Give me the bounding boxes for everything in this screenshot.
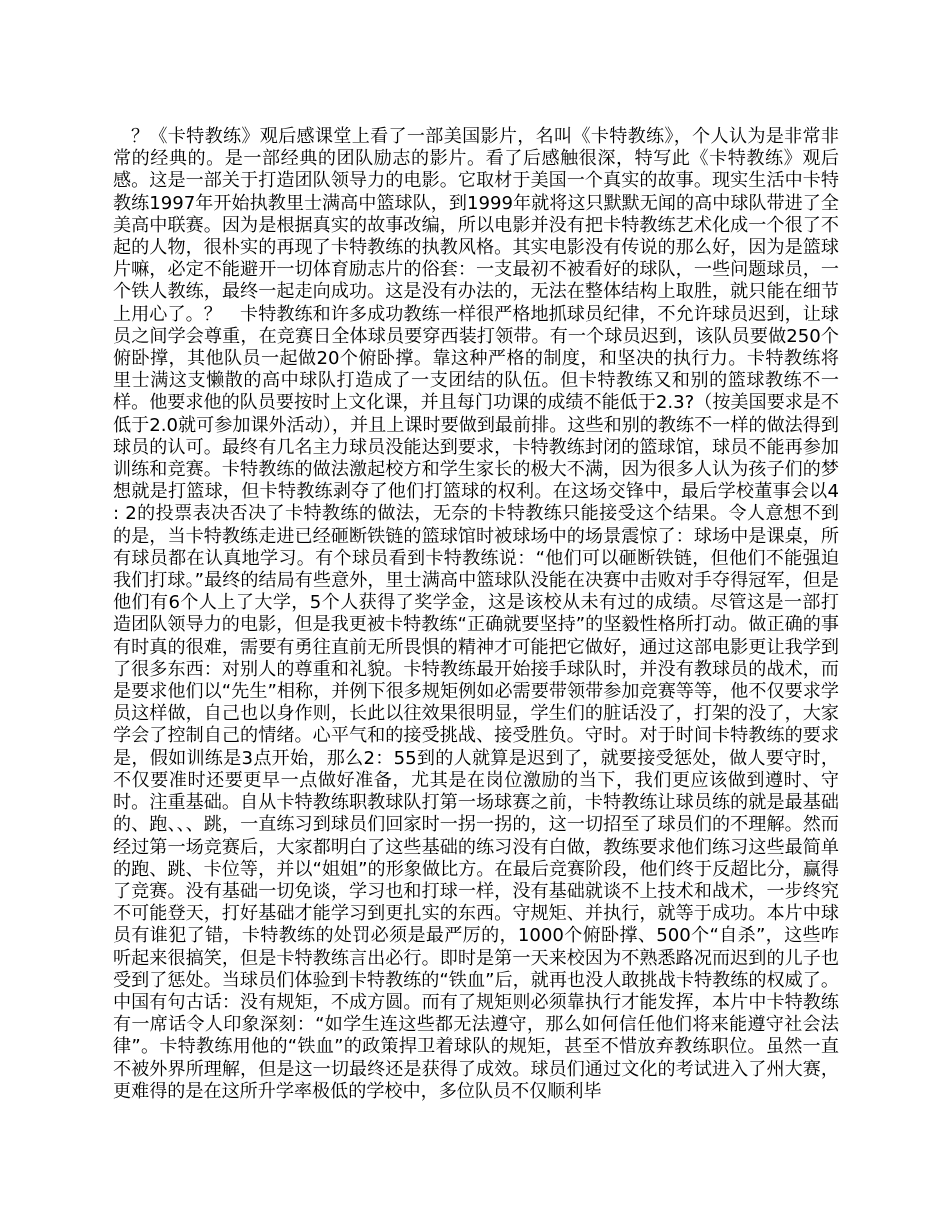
body-text: ？《卡特教练》观后感课堂上看了一部美国影片，名叫《卡特教练》，个人认为是非常非常的经典的。是一部经典的团队励志的影片。看了后感触很深，特写此《卡特教练》观后感。这是一部关于打造团队领导力的电影。它取材于美国一个真实的故事。现实生活中卡特教练1997年开始执教里士满高中篮球队，到1999年就将这只默默无闻的高中球队带进了全美高中联赛。因为是根据真实的故事改编，所以电影并没有把卡特教练艺术化成一个很了不起的人物，很朴实的再现了卡特教练的执教风格。其实电影没有传说的那么好，因为是篮球片嘛，必定不能避开一切体育励志片的俗套：一支最初不被看好的球队，一些问题球员，一个铁人教练，最终一起走向成功。这是没有办法的，无法在整体结构上取胜，就只能在细节上用心了。？ 卡特教练和许多成功教练一样很严格地抓球员纪律，不允许球员迟到，让球员之间学会尊重，在竞赛日全体球员要穿西装打领带。有一个球员迟到，该队员要做250个俯卧撑，其他队员一起做20个俯卧撑。靠这种严格的制度，和坚决的执行力。卡特教练将里士满这支懒散的高中球队打造成了一支团结的队伍。但卡特教练又和别的篮球教练不一样。他要求他的队员要按时上文化课，并且每门功课的成绩不能低于2.3?（按美国要求是不低于2.0就可参加课外活动），并且上课时要做到最前排。这些和别的教练不一样的做法得到球员的认可。最终有几名主力球员没能达到要求，卡特教练封闭的篮球馆，球员不能再参加训练和竞赛。卡特教练的做法激起校方和学生家长的极大不满，因为很多人认为孩子们的梦想就是打篮球，但卡特教练剥夺了他们打篮球的权利。在这场交锋中，最后学校董事会以4 : 2的投票表决否决了卡特教练的做法，无奈的卡特教练只能接受这个结果。令人意想不到的是，当卡特教练走进已经砸断铁链的篮球馆时被球场中的场景震惊了：球场中是课桌，所有球员都在认真地学习。有个球员看到卡特教练说：“他们可以砸断铁链，但他们不能强迫我们打球。”最终的结局有些意外，里士满高中篮球队没能在决赛中击败对手夺得冠军，但是他们有6个人上了大学，5个人获得了奖学金，这是该校从未有过的成绩。尽管这是一部打造团队领导力的电影，但是我更被卡特教练“正确就要坚持”的坚毅性格所打动。做正确的事有时真的很难，需要有勇往直前无所畏惧的精神才可能把它做好，通过这部电影更让我学到了很多东西：对别人的尊重和礼貌。卡特教练最开始接手球队时，并没有教球员的战术，而是要求他们以“先生”相称，并例下很多规矩例如必需要带领带参加竞赛等等，他不仅要求学员这样做，自己也以身作则，长此以往效果很明显，学生们的脏话没了，打架的没了，大家学会了控制自己的情绪。心平气和的接受挑战、接受胜负。守时。对于时间卡特教练的要求是，假如训练是3点开始，那么2：55到的人就算是迟到了，就要接受惩处，做人要守时，不仅要准时还要更早一点做好准备，尤其是在岗位激励的当下，我们更应该做到遵时、守时。注重基础。自从卡特教练职教球队打第一场球赛之前，卡特教练让球员练的就是最基础的、跑、、、跳，一直练习到球员们回家时一拐一拐的，这一切招至了球员们的不理解。然而经过第一场竞赛后，大家都明白了这些基础的练习没有白做，教练要求他们练习这些最简单的跑、跳、卡位等，并以“姐姐”的形象做比方。在最后竞赛阶段，他们终于反超比分，赢得了竞赛。没有基础一切免谈，学习也和打球一样，没有基础就谈不上技术和战术，一步终究不可能登天，打好基础才能学习到更扎实的东西。守规矩、并执行，就等于成功。本片中球员有谁犯了错，卡特教练的处罚必须是最严厉的，1000个俯卧撑、500个“自杀”，这些咋听起来很搞笑，但是卡特教练言出必行。即时是第一天来校因为不熟悉路况而迟到的儿子也受到了惩处。当球员们体验到卡特教练的“铁血”后，就再也没人敢挑战卡特教练的权威了。中国有句古话：没有规矩，不成方圆。而有了规矩则必须靠执行才能发挥，本片中卡特教练有一席话令人印象深刻：“如学生连这些都无法遵守，那么如何信任他们将来能遵守社会法律”。卡特教练用他的“铁血”的政策捍卫着球队的规矩，甚至不惜放弃教练职位。虽然一直不被外界所理解，但是这一切最终还是获得了成效。球员们通过文化的考试进入了州大赛，更难得的是在这所升学率极低的学校中，多位队员不仅顺利毕 (113, 126, 839, 1102)
